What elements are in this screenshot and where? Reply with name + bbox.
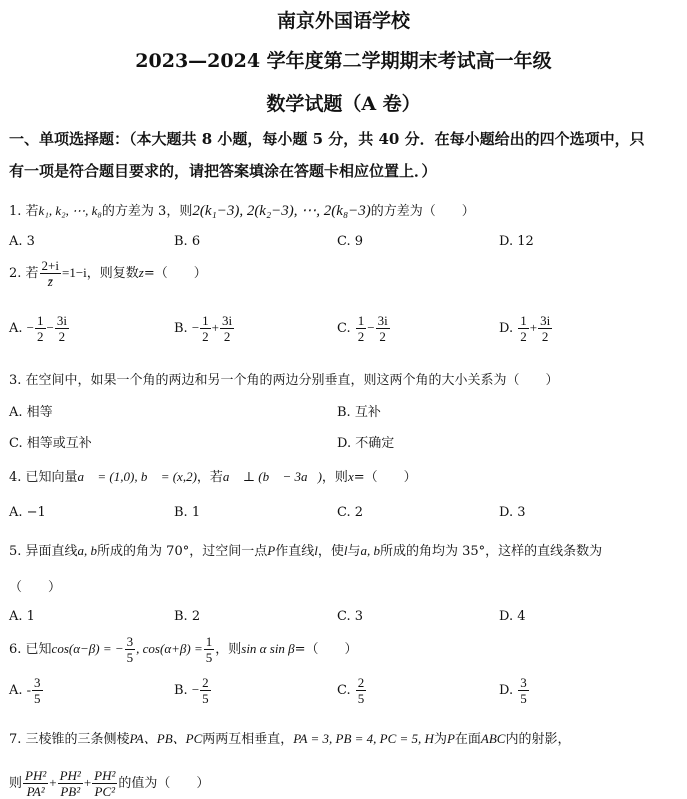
q1-option-d[interactable]: D. 12 bbox=[499, 234, 534, 249]
q2-c-frac1 bbox=[356, 313, 367, 344]
q1-tail: 的方差为（ ） bbox=[370, 204, 475, 219]
q7-fn1: PH² bbox=[25, 768, 47, 783]
q2-fraction bbox=[40, 258, 61, 289]
q5-p5: 与 bbox=[347, 544, 361, 559]
question-3: 3. 在空间中，如果一个角的两边和另一个角的两边分别垂直，则这两个角的大小关系为（ ） bbox=[9, 373, 559, 388]
q4-condition: a⃗ ⊥ (b⃗ − 3a⃗) bbox=[222, 469, 322, 484]
q2-d-f1n: 1 bbox=[520, 313, 527, 328]
q2-option-a[interactable] bbox=[9, 313, 70, 344]
q7-p5: 内的射影， bbox=[505, 732, 571, 747]
q6-a-n: 3 bbox=[34, 675, 41, 690]
q2-c-op: − bbox=[367, 320, 375, 335]
q6-f2d: 5 bbox=[205, 650, 213, 665]
q2-d-frac1 bbox=[518, 313, 529, 344]
q5-p4: ，使 bbox=[317, 544, 344, 559]
q3-option-c[interactable]: C. 相等或互补 bbox=[9, 436, 92, 451]
subject-title: 数学试题（A 卷） bbox=[266, 93, 421, 115]
q2-a-label: A. bbox=[9, 321, 23, 336]
q2-c-f1n: 1 bbox=[357, 313, 365, 328]
q6-d-n: 3 bbox=[520, 675, 527, 690]
q2-a-f1n: 1 bbox=[37, 313, 44, 328]
section-heading-line1: 一、单项选择题：（本大题共 8 小题，每小题 5 分，共 40 分．在每小题给出的四个选项中，只 bbox=[9, 130, 645, 148]
q1-expr: 2(k₁−3), 2(k₂−3), ⋯, 2(k₈−3) bbox=[192, 203, 371, 219]
q2-c-label: C. bbox=[337, 321, 351, 336]
q5-p1: 5. 异面直线 bbox=[9, 544, 78, 559]
q6-b-n: 2 bbox=[202, 675, 209, 690]
q7-fd2: PB² bbox=[60, 784, 81, 799]
q6-a-frac bbox=[32, 675, 43, 706]
q7-plane: ABC bbox=[480, 731, 506, 746]
q1-option-b[interactable]: B. 6 bbox=[174, 234, 201, 249]
q2-d-f2n: 3i bbox=[540, 313, 551, 328]
q7-fd1: PA² bbox=[26, 784, 45, 799]
q2-c-f1d: 2 bbox=[357, 329, 365, 344]
q6-frac2 bbox=[204, 634, 215, 665]
q6-c-label: C. bbox=[337, 683, 351, 698]
q6-b-frac bbox=[200, 675, 211, 706]
question-5 bbox=[9, 540, 602, 559]
q5-p2: 所成的角为 70°，过空间一点 bbox=[97, 544, 268, 559]
q2-d-frac2 bbox=[538, 313, 552, 344]
q6-f1n: 3 bbox=[126, 634, 134, 649]
q4-option-d[interactable]: D. 3 bbox=[499, 505, 526, 520]
q3-option-a[interactable]: A. 相等 bbox=[9, 405, 53, 420]
q6-c-d: 5 bbox=[357, 691, 365, 706]
q6-b-sign: − bbox=[191, 682, 200, 697]
q2-b-frac2 bbox=[220, 313, 234, 344]
question-2 bbox=[9, 258, 207, 289]
q7-l2a: 则 bbox=[9, 776, 23, 791]
q5-line2: l bbox=[343, 543, 348, 558]
q4-option-a[interactable]: A. −1 bbox=[9, 505, 46, 520]
q6-d-label: D. bbox=[499, 683, 514, 698]
q7-p2: 两两互相垂直， bbox=[202, 732, 294, 747]
q7-frac2 bbox=[58, 768, 83, 799]
q6-frac1 bbox=[125, 634, 136, 665]
q3-option-b[interactable]: B. 互补 bbox=[337, 405, 381, 420]
q2-d-f1d: 2 bbox=[520, 329, 527, 344]
q4-option-b[interactable]: B. 1 bbox=[174, 505, 201, 520]
q3-option-d[interactable]: D. 不确定 bbox=[337, 436, 395, 451]
exam-title: 2023—2024 学年度第二学期期末考试高一年级 bbox=[135, 50, 552, 72]
q7-p4: 在面 bbox=[454, 732, 481, 747]
q6-option-a[interactable] bbox=[9, 675, 44, 706]
q7-point: P bbox=[446, 731, 455, 746]
q2-b-f2n: 3i bbox=[222, 313, 233, 328]
q2-c-f2d: 2 bbox=[379, 329, 386, 344]
q1-num: 1. 若 bbox=[9, 204, 39, 219]
q6-expr1: cos(α−β) = − bbox=[51, 641, 124, 656]
q2-a-f1d: 2 bbox=[37, 329, 44, 344]
question-1 bbox=[9, 200, 475, 220]
question-7-line2 bbox=[9, 768, 209, 799]
q2-c-frac2 bbox=[376, 313, 390, 344]
q2-a-frac1 bbox=[35, 313, 46, 344]
q6-expr2: , cos(α+β) = bbox=[136, 641, 203, 656]
q6-a-sign: - bbox=[26, 682, 32, 697]
q4-option-c[interactable]: C. 2 bbox=[337, 505, 364, 520]
q2-option-b[interactable] bbox=[174, 313, 235, 344]
q7-plus1: + bbox=[49, 775, 57, 790]
q7-p3: 为 bbox=[433, 732, 447, 747]
q4-vectors: a⃗ = (1,0), b⃗ = (x,2) bbox=[77, 469, 197, 484]
school-title: 南京外国语学校 bbox=[276, 10, 410, 32]
q7-frac3 bbox=[92, 768, 117, 799]
q2-d-op: + bbox=[529, 320, 538, 335]
q6-expr3: sin α sin β bbox=[241, 641, 295, 656]
q6-end: =（ ） bbox=[294, 642, 358, 657]
q6-b-d: 5 bbox=[202, 691, 209, 706]
q2-b-f1n: 1 bbox=[202, 313, 209, 328]
q1-option-a[interactable]: A. 3 bbox=[9, 234, 35, 249]
q2-b-label: B. bbox=[174, 321, 188, 336]
q2-num: 2. 若 bbox=[9, 266, 39, 281]
q2-c-f2n: 3i bbox=[377, 313, 388, 328]
q2-a-op: − bbox=[46, 320, 54, 335]
q5-p6: 所成的角均为 35°，这样的直线条数为 bbox=[379, 544, 603, 559]
q2-b-f2d: 2 bbox=[223, 329, 231, 344]
q2-option-c[interactable] bbox=[337, 313, 391, 344]
q2-b-f1d: 2 bbox=[202, 329, 209, 344]
q4-var: x bbox=[347, 469, 354, 484]
q2-option-d[interactable] bbox=[499, 313, 553, 344]
q5-option-a[interactable]: A. 1 bbox=[9, 609, 35, 624]
question-7 bbox=[9, 728, 571, 747]
question-6 bbox=[9, 634, 358, 665]
q2-end: =（ ） bbox=[143, 266, 207, 281]
q7-l2b: 的值为（ ） bbox=[118, 776, 210, 791]
q6-option-d[interactable] bbox=[499, 675, 530, 706]
q7-fd3: PC² bbox=[94, 784, 116, 799]
q6-mid: ，则 bbox=[215, 642, 242, 657]
q5-p3: 作直线 bbox=[275, 544, 315, 559]
q2-b-op: + bbox=[211, 320, 220, 335]
q2-a-f2n: 3i bbox=[56, 313, 67, 328]
q2-d-label: D. bbox=[499, 321, 514, 336]
q6-f1d: 5 bbox=[126, 650, 134, 665]
q5-ab1: a, b bbox=[77, 543, 98, 558]
q2-eq: =1−i bbox=[62, 265, 87, 280]
q4-tail: ，则 bbox=[321, 470, 348, 485]
q4-mid: ，若 bbox=[196, 470, 223, 485]
q7-fn3: PH² bbox=[94, 768, 116, 783]
q5-option-b[interactable]: B. 2 bbox=[174, 609, 201, 624]
q6-a-d: 5 bbox=[34, 691, 41, 706]
q6-option-c[interactable] bbox=[337, 675, 367, 706]
q6-num: 6. 已知 bbox=[9, 642, 52, 657]
q1-mid: 的方差为 3，则 bbox=[101, 204, 193, 219]
q2-a-f2d: 2 bbox=[58, 329, 66, 344]
q2-tail: ，则复数 bbox=[86, 266, 139, 281]
q6-c-n: 2 bbox=[357, 675, 365, 690]
q7-edges: PA、PB、PC bbox=[129, 731, 203, 746]
q2-b-frac1 bbox=[200, 313, 211, 344]
q1-option-c[interactable]: C. 9 bbox=[337, 234, 364, 249]
q5-option-d[interactable]: D. 4 bbox=[499, 609, 526, 624]
q7-p1: 7. 三棱锥的三条侧棱 bbox=[9, 732, 130, 747]
q6-d-frac bbox=[518, 675, 529, 706]
q7-plus2: + bbox=[83, 775, 92, 790]
q6-d-d: 5 bbox=[520, 691, 527, 706]
question-4 bbox=[9, 466, 417, 485]
q2-var: z bbox=[138, 265, 144, 280]
q7-frac1 bbox=[23, 768, 48, 799]
q4-num: 4. 已知向量 bbox=[9, 470, 78, 485]
section-heading-line2: 有一项是符合题目要求的，请把答案填涂在答题卡相应位置上．） bbox=[9, 162, 437, 180]
q2-a-sign: − bbox=[26, 320, 35, 335]
question-5-blank: （ ） bbox=[9, 580, 62, 595]
q7-condition: PA = 3, PB = 4, PC = 5, H bbox=[293, 731, 434, 746]
q1-vars: k₁, k₂, ⋯, k₈ bbox=[38, 203, 102, 218]
q7-fn2: PH² bbox=[59, 768, 81, 783]
q2-a-frac2 bbox=[55, 313, 69, 344]
q6-a-label: A. bbox=[9, 683, 23, 698]
q5-ab2: a, b bbox=[360, 543, 380, 558]
q2-frac-num: 2+i bbox=[41, 258, 59, 273]
q2-frac-den: z̄ bbox=[47, 274, 53, 289]
q6-option-b[interactable] bbox=[174, 675, 212, 706]
q6-b-label: B. bbox=[174, 683, 188, 698]
q2-d-f2d: 2 bbox=[541, 329, 549, 344]
q5-line1: l bbox=[314, 543, 318, 558]
q5-point: P bbox=[267, 543, 276, 558]
q6-c-frac bbox=[356, 675, 367, 706]
q6-f2n: 1 bbox=[205, 634, 213, 649]
q2-b-sign: − bbox=[191, 320, 200, 335]
q5-option-c[interactable]: C. 3 bbox=[337, 609, 364, 624]
q4-end: =（ ） bbox=[353, 470, 417, 485]
